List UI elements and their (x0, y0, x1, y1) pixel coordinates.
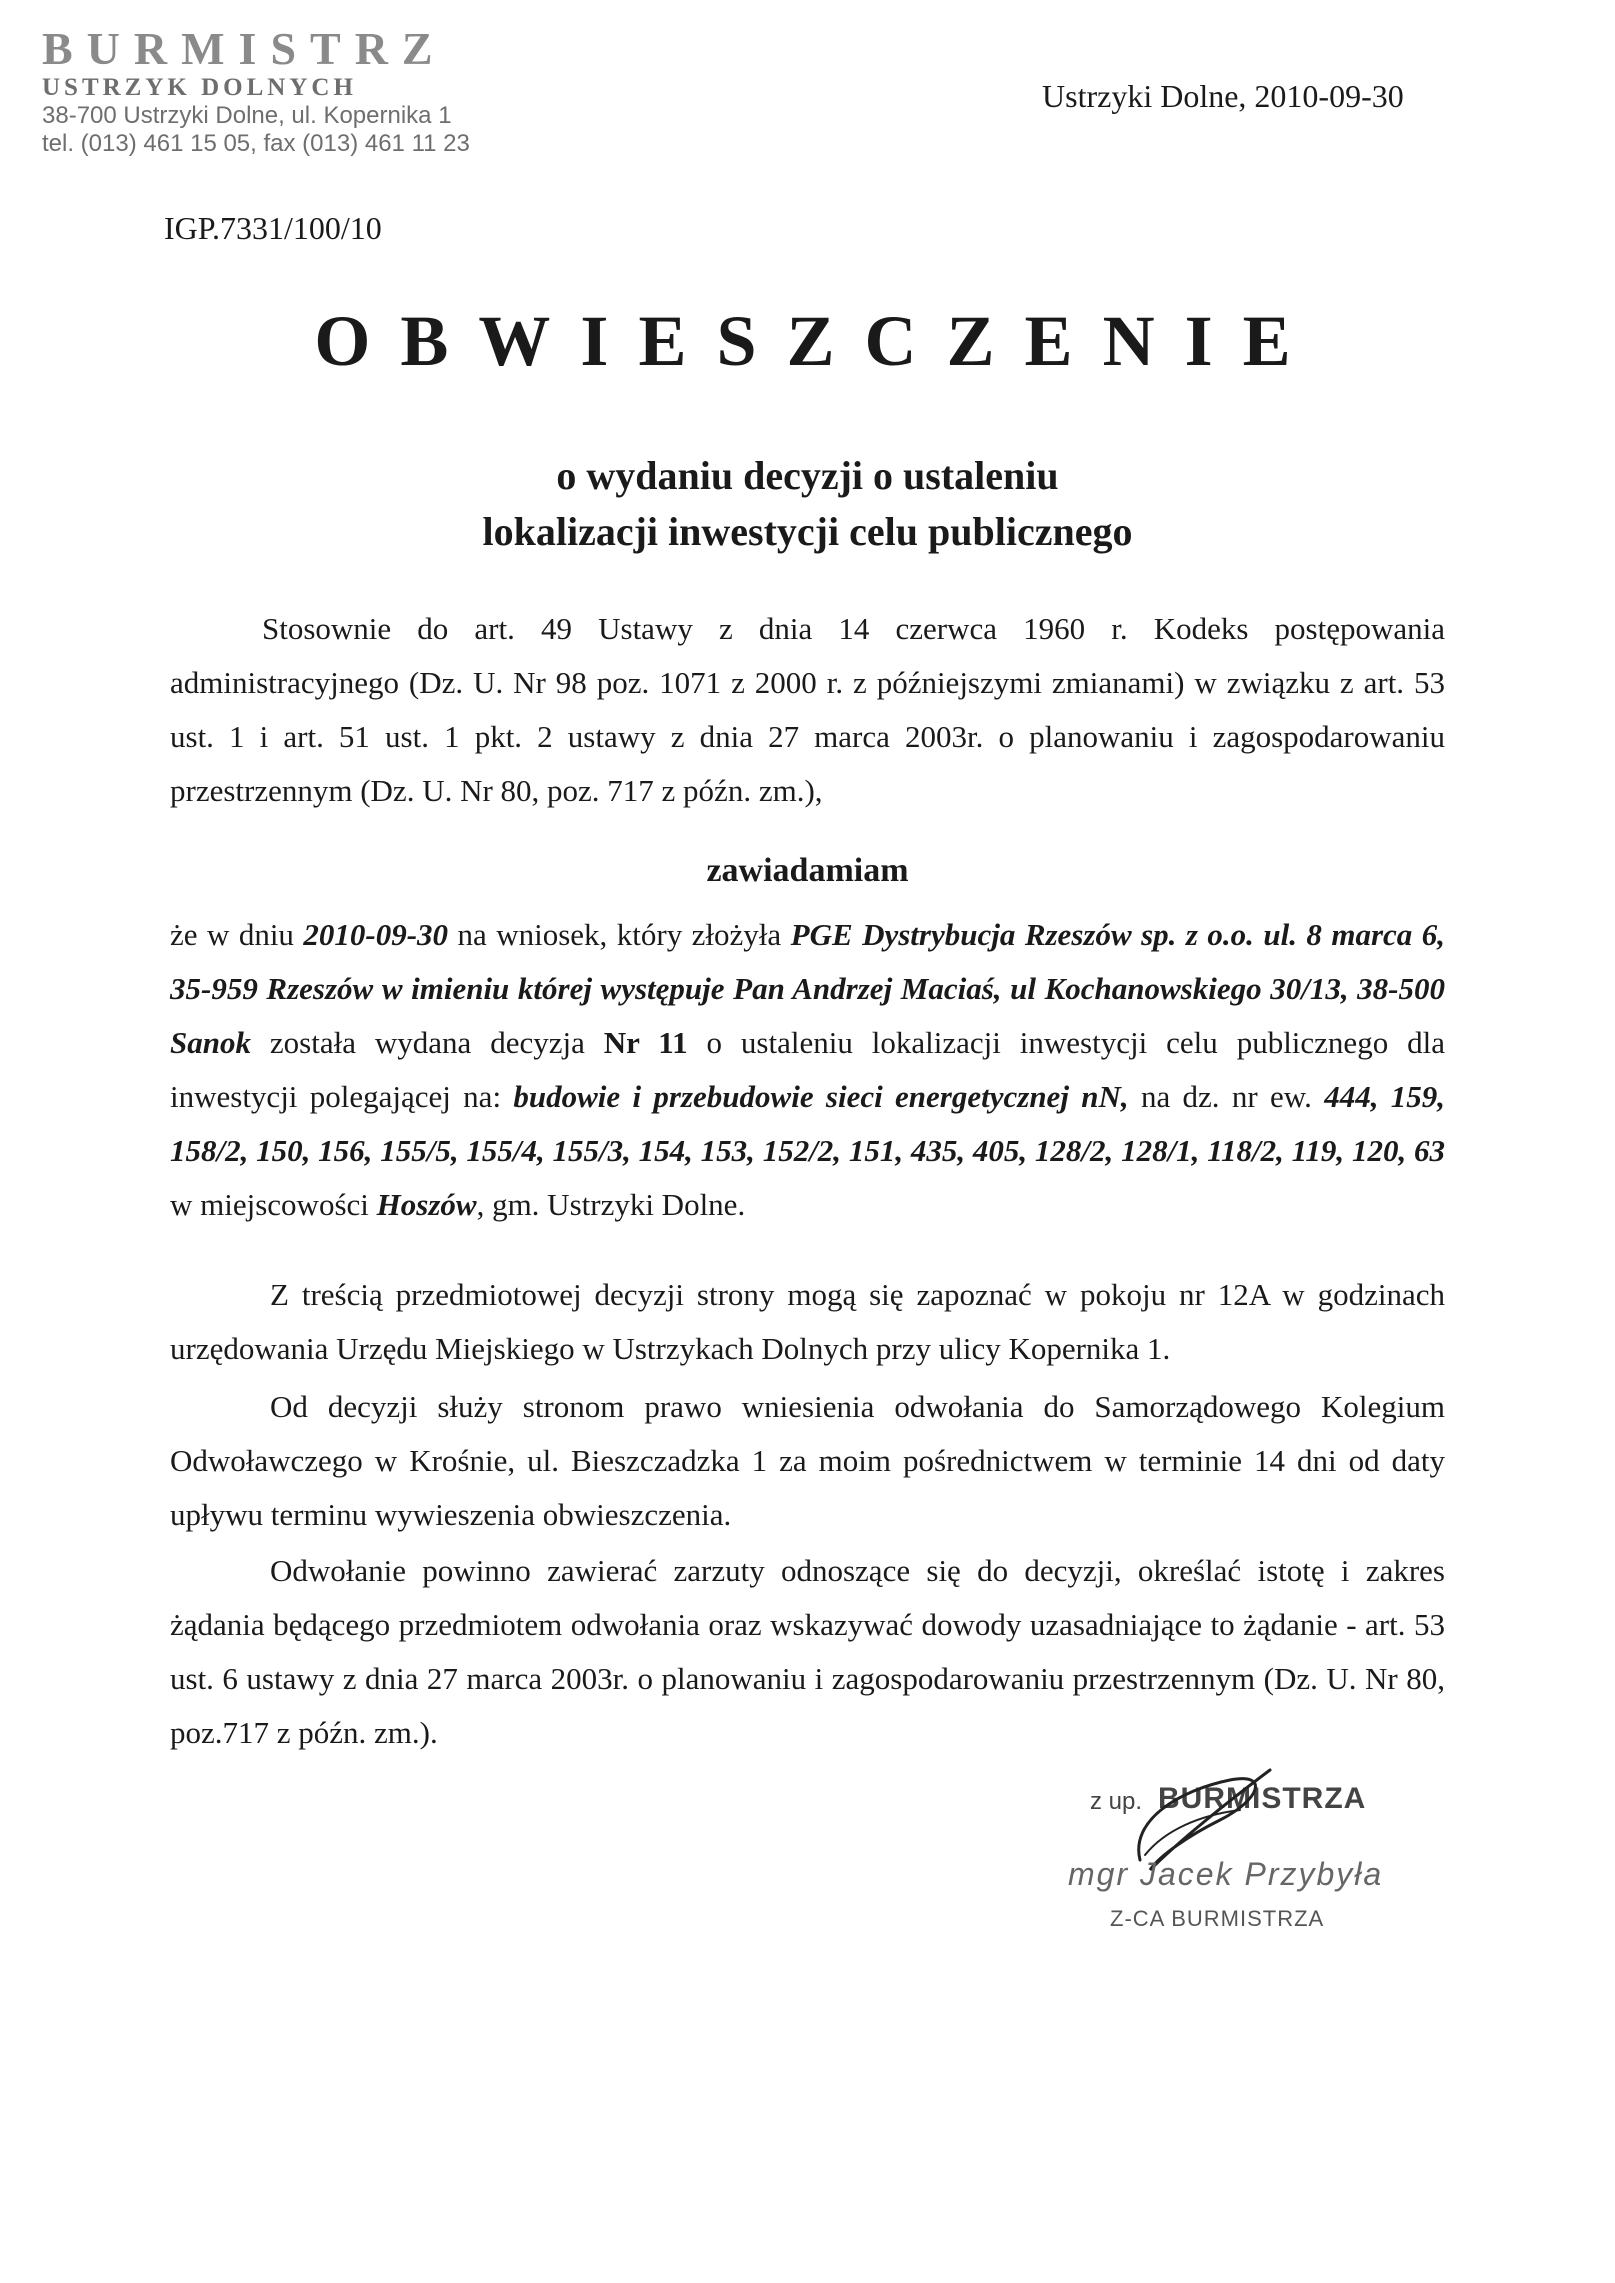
document-title: OBWIESZCZENIE (314, 301, 1321, 381)
decision-text: o ustaleniu lokalizacji inwestycji celu publicznego dla inwestycji polegającej na: (170, 1025, 1445, 1114)
plot-numbers: 444, 159, 158/2, 150, 156, 155/5, 155/4, 155/3, 154, 153, 152/2, 151, 435, 405, 128/2, 128/1, 118/2, 119, 120, 63 (170, 1079, 1446, 1168)
appeal-paragraph: Od decyzji służy stronom prawo wniesienia odwołania do Samorządowego Kolegium Odwoławczego w Krośnie, ul. Bieszczadzka 1 za moim pośrednictwem w terminie 14 dni od daty upływu terminu wywieszenia obwieszczenia. (170, 1389, 1445, 1532)
decision-text: na wniosek, który złożyła (448, 917, 791, 952)
place-date: Ustrzyki Dolne, 2010-09-30 (1042, 78, 1404, 114)
subtitle-line-2: lokalizacji inwestycji celu publicznego (482, 509, 1133, 554)
appeal-content-paragraph: Odwołanie powinno zawierać zarzuty odnoszące się do decyzji, określać istotę i zakres żądania będącego przedmiotem odwołania oraz wskazywać dowody uzasadniające to żądanie - art. 53 ust. 6 ustawy z dnia 27 marca 2003r. o planowaniu i zagospodarowaniu przestrzennym (Dz. U. Nr 80, poz.717 z późn. zm.). (170, 1553, 1445, 1750)
announcement-heading: zawiadamiam (706, 852, 909, 889)
signatory-name: mgr Jacek Przybyła (1068, 1856, 1384, 1892)
signature-role: BURMISTRZA (1158, 1782, 1367, 1815)
village-name: Hoszów (376, 1187, 477, 1222)
subtitle-line-1: o wydaniu decyzji o ustaleniu (556, 453, 1059, 498)
reference-number: IGP.7331/100/10 (164, 210, 382, 246)
applicant: PGE Dystrybucja Rzeszów sp. z o.o. ul. 8 marca 6, 35-959 Rzeszów w imieniu której występuje Pan Andrzej Maciaś, ul Kochanowskiego 30/13, 38-500 Sanok (170, 917, 1445, 1060)
signature-prefix: z up. (1090, 1788, 1143, 1815)
decision-text: , gm. Ustrzyki Dolne. (476, 1187, 746, 1222)
decision-number: Nr 11 (603, 1025, 688, 1060)
decision-paragraph (170, 908, 1445, 1232)
decision-text: w miejscowości (170, 1187, 377, 1222)
stamp-city: USTRZYK DOLNYCH (42, 74, 357, 101)
decision-text: została wydana decyzja (250, 1025, 604, 1060)
office-stamp (42, 23, 470, 158)
legal-basis-paragraph: Stosownie do art. 49 Ustawy z dnia 14 czerwca 1960 r. Kodeks postępowania administracyjnego (Dz. U. Nr 98 poz. 1071 z 2000 r. z późniejszymi zmianami) w związku z art. 53 ust. 1 i art. 51 ust. 1 pkt. 2 ustawy z dnia 27 marca 2003r. o planowaniu i zagospodarowaniu przestrzennym (Dz. U. Nr 80, poz. 717 z późn. zm.), (170, 611, 1445, 808)
signatory-title: Z-CA BURMISTRZA (1110, 1906, 1325, 1931)
stamp-title: BURMISTRZ (42, 23, 447, 74)
decision-text: na dz. nr ew. (1128, 1079, 1325, 1114)
investment-description: budowie i przebudowie sieci energetycznej nN, (513, 1079, 1129, 1114)
stamp-contact: tel. (013) 461 15 05, fax (013) 461 11 23 (42, 130, 470, 157)
signature-block (1060, 1760, 1480, 1940)
stamp-address: 38-700 Ustrzyki Dolne, ul. Kopernika 1 (42, 102, 452, 129)
decision-text: że w dniu (170, 917, 304, 952)
decision-date: 2010-09-30 (303, 917, 449, 952)
inspection-paragraph: Z treścią przedmiotowej decyzji strony mogą się zapoznać w pokoju nr 12A w godzinach urzędowania Urzędu Miejskiego w Ustrzykach Dolnych przy ulicy Kopernika 1. (170, 1277, 1445, 1366)
